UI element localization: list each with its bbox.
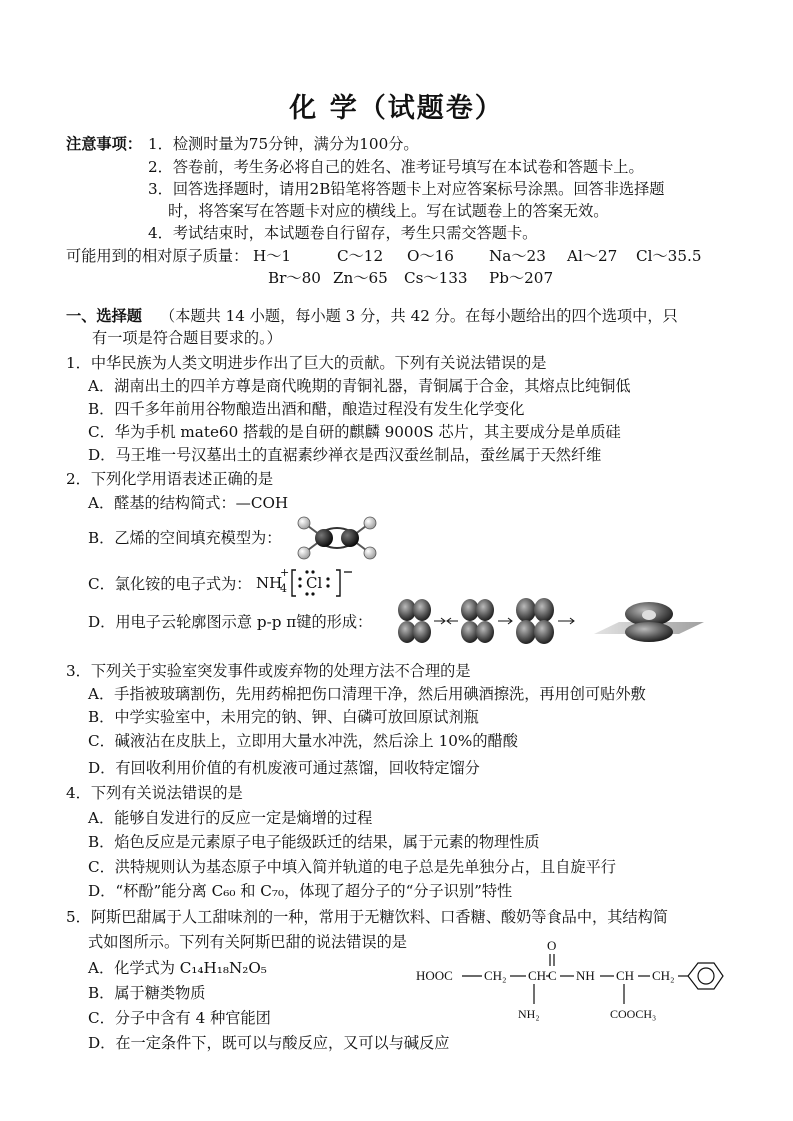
notice-item-1: 1．检测时量为75分钟，满分为100分。 — [148, 135, 419, 153]
struct-o: O — [547, 938, 557, 953]
section-desc-2: 有一项是符合题目要求的。） — [92, 329, 282, 347]
notice-item-3: 3．回答选择题时，请用2B铅笔将答题卡上对应答案标号涂黑。回答非选择题 — [148, 180, 665, 198]
page-title: 化 学（试题卷） — [289, 93, 504, 124]
nh-subscript: 4 — [280, 582, 287, 595]
struct-cooch3: COOCH₃ — [610, 1007, 657, 1021]
atomic-mass-al: Al～27 — [567, 247, 618, 265]
q2-option-b: B．乙烯的空间填充模型为： — [88, 529, 282, 547]
q1-option-b: B．四千多年前用谷物酿造出酒和醋，酿造过程没有发生化学变化 — [88, 400, 525, 418]
q2-option-a: A．醛基的结构简式：—COH — [88, 494, 289, 512]
section-heading: 一、选择题 — [66, 307, 142, 325]
notice-item-2: 2．答卷前，考生务必将自己的姓名、准考证号填写在本试卷和答题卡上。 — [148, 158, 644, 176]
q3-option-b: B．中学实验室中，未用完的钠、钾、白磷可放回原试剂瓶 — [88, 708, 479, 726]
struct-ch2-a: CH₂ — [484, 968, 507, 983]
q2-option-c: C．氯化铵的电子式为： — [88, 575, 252, 593]
q4-option-a: A．能够自发进行的反应一定是熵增的过程 — [88, 809, 373, 827]
atomic-mass-cs: Cs～133 — [404, 269, 468, 287]
atomic-mass-label: 可能用到的相对原子质量： — [66, 247, 249, 265]
p-orbital-pi-bond-diagram — [394, 596, 714, 646]
struct-hooc: HOOC — [416, 968, 453, 983]
atomic-mass-c: C～12 — [337, 247, 384, 265]
atomic-mass-o: O～16 — [407, 247, 454, 265]
q5-option-a: A．化学式为 C₁₄H₁₈N₂O₅ — [88, 959, 267, 977]
nh-charge: + — [280, 566, 290, 579]
nh-text: NH — [256, 574, 283, 592]
cl-text: Cl — [306, 574, 323, 592]
notice-label: 注意事项： — [66, 135, 142, 153]
atomic-mass-br: Br～80 — [268, 269, 321, 287]
struct-nh: NH — [576, 968, 595, 983]
q5-option-b: B．属于糖类物质 — [88, 984, 206, 1002]
q2-option-d: D．用电子云轮廓图示意 p-p π键的形成： — [88, 613, 373, 631]
q3-stem: 3．下列关于实验室突发事件或废弃物的处理方法不合理的是 — [66, 662, 471, 680]
q1-option-d: D．马王堆一号汉墓出土的直裾素纱禅衣是西汉蚕丝制品，蚕丝属于天然纤维 — [88, 446, 602, 464]
struct-ch2-b: CH₂ — [652, 968, 675, 983]
q5-stem-cont: 式如图所示。下列有关阿斯巴甜的说法错误的是 — [88, 933, 407, 951]
struct-c: C — [548, 968, 557, 983]
atomic-mass-na: Na～23 — [489, 247, 546, 265]
q3-option-c: C．碱液沾在皮肤上，立即用大量水冲洗，然后涂上 10%的醋酸 — [88, 732, 518, 750]
q3-option-a: A．手指被玻璃割伤，先用药棉把伤口清理干净，然后用碘酒擦洗，再用创可贴外敷 — [88, 685, 646, 703]
atomic-mass-h: H～1 — [253, 247, 292, 265]
struct-nh2: NH₂ — [518, 1007, 540, 1021]
q4-option-d: D．“杯酚”能分离 C₆₀ 和 C₇₀，体现了超分子的“分子识别”特性 — [88, 882, 513, 900]
ammonium-chloride-formula — [256, 566, 366, 600]
q5-option-c: C．分子中含有 4 种官能团 — [88, 1009, 271, 1027]
q3-option-d: D．有回收利用价值的有机废液可通过蒸馏，回收特定馏分 — [88, 759, 480, 777]
ethylene-model-icon — [292, 516, 384, 560]
aspartame-structure-diagram — [410, 936, 730, 1028]
atomic-mass-pb: Pb～207 — [489, 269, 554, 287]
q4-option-c: C．洪特规则认为基态原子中填入简并轨道的电子总是先单独分占，且自旋平行 — [88, 858, 616, 876]
q5-stem: 5．阿斯巴甜属于人工甜味剂的一种，常用于无糖饮料、口香糖、酸奶等食品中，其结构简 — [66, 908, 668, 926]
q1-option-c: C．华为手机 mate60 搭载的是自研的麒麟 9000S 芯片，其主要成分是单质硅 — [88, 423, 621, 441]
atomic-mass-cl: Cl～35.5 — [636, 247, 702, 265]
q5-option-d: D．在一定条件下，既可以与酸反应，又可以与碱反应 — [88, 1034, 450, 1052]
struct-ch-b: CH — [616, 968, 635, 983]
section-desc-1: （本题共 14 小题，每小题 3 分，共 42 分。在每小题给出的四个选项中，只 — [160, 307, 678, 325]
q1-stem: 1．中华民族为人类文明进步作出了巨大的贡献。下列有关说法错误的是 — [66, 354, 547, 372]
notice-item-3-cont: 时，将答案写在答题卡对应的横线上。写在试题卷上的答案无效。 — [168, 202, 609, 220]
q4-stem: 4．下列有关说法错误的是 — [66, 784, 243, 802]
q1-option-a: A．湖南出土的四羊方尊是商代晚期的青铜礼器，青铜属于合金，其熔点比纯铜低 — [88, 377, 631, 395]
atomic-mass-zn: Zn～65 — [333, 269, 388, 287]
notice-item-4: 4．考试结束时，本试题卷自行留存，考生只需交答题卡。 — [148, 224, 538, 242]
q4-option-b: B．焰色反应是元素原子电子能级跃迁的结果，属于元素的物理性质 — [88, 833, 540, 851]
struct-ch-a: CH — [528, 968, 547, 983]
chloride-bracket-icon — [290, 568, 360, 598]
q2-stem: 2．下列化学用语表述正确的是 — [66, 470, 274, 488]
